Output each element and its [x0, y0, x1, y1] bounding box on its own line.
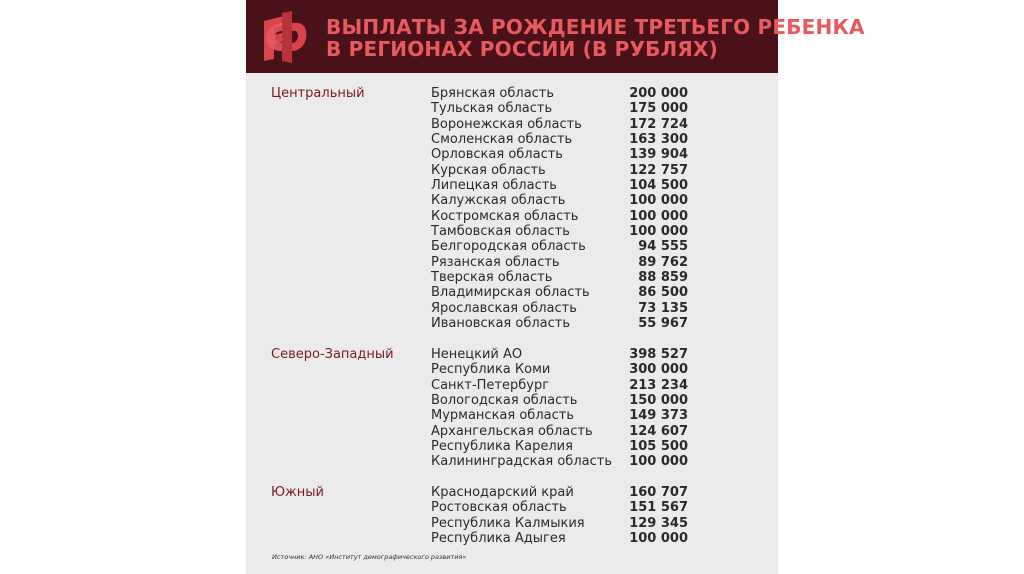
table-row	[246, 285, 778, 300]
table-row	[246, 516, 778, 531]
region-name: Калининградская область	[431, 454, 612, 470]
region-name: Тульская область	[431, 101, 553, 117]
table-row	[246, 270, 778, 285]
payment-amount: 100 000	[629, 531, 688, 547]
payment-amount: 122 757	[629, 162, 688, 178]
payment-amount: 124 607	[629, 423, 688, 439]
region-name: Краснодарский край	[431, 485, 574, 501]
district-group	[246, 347, 778, 470]
table-row	[246, 454, 778, 469]
source-note: Источник: АНО «Институт демографического развития»	[272, 553, 467, 561]
payment-amount: 100 000	[629, 208, 688, 224]
table-row	[246, 531, 778, 546]
payment-amount: 104 500	[629, 178, 688, 194]
payment-amount: 100 000	[629, 224, 688, 240]
table-row	[246, 347, 778, 362]
region-name: Вологодская область	[431, 392, 578, 408]
table-row	[246, 101, 778, 116]
district-label: Южный	[271, 485, 324, 501]
infographic-card	[246, 0, 865, 574]
payment-amount: 55 967	[638, 316, 688, 332]
table-row	[246, 408, 778, 423]
table-row	[246, 117, 778, 132]
region-name: Ивановская область	[431, 316, 571, 332]
payments-table	[246, 86, 778, 546]
region-name: Воронежская область	[431, 116, 582, 132]
region-name: Смоленская область	[431, 132, 573, 148]
brand-logo-icon	[258, 11, 310, 63]
table-row	[246, 424, 778, 439]
region-name: Республика Карелия	[431, 438, 573, 454]
district-label: Центральный	[271, 86, 365, 101]
region-name: Ростовская область	[431, 500, 567, 516]
region-name: Владимирская область	[431, 285, 590, 301]
payment-amount: 94 555	[638, 239, 688, 255]
payment-amount: 73 135	[638, 300, 688, 316]
region-name: Липецкая область	[431, 178, 557, 194]
table-row	[246, 147, 778, 162]
payment-amount: 129 345	[629, 515, 688, 531]
region-name: Архангельская область	[431, 423, 593, 439]
region-name: Санкт-Петербург	[431, 377, 550, 393]
payment-amount: 300 000	[629, 362, 688, 378]
table-row	[246, 163, 778, 178]
payment-amount: 150 000	[629, 392, 688, 408]
table-row	[246, 301, 778, 316]
table-row	[246, 255, 778, 270]
region-name: Мурманская область	[431, 408, 574, 424]
table-row	[246, 239, 778, 254]
payment-amount: 172 724	[629, 116, 688, 132]
payment-amount: 89 762	[638, 254, 688, 270]
region-name: Ненецкий АО	[431, 346, 523, 362]
payment-amount: 163 300	[629, 132, 688, 148]
table-row	[246, 362, 778, 377]
table-row	[246, 316, 778, 331]
table-row	[246, 86, 778, 101]
payment-amount: 86 500	[638, 285, 688, 301]
table-row	[246, 209, 778, 224]
payment-amount: 175 000	[629, 101, 688, 117]
region-name: Костромская область	[431, 208, 579, 224]
payment-amount: 100 000	[629, 454, 688, 470]
region-name: Тверская область	[431, 270, 553, 286]
title-line-2: В РЕГИОНАХ РОССИИ (В РУБЛЯХ)	[326, 37, 718, 61]
region-name: Республика Адыгея	[431, 531, 566, 547]
payment-amount: 139 904	[629, 147, 688, 163]
payment-amount: 160 707	[629, 485, 688, 501]
title-line-1: ВЫПЛАТЫ ЗА РОЖДЕНИЕ ТРЕТЬЕГО РЕБЕНКА	[326, 15, 865, 39]
region-name: Курская область	[431, 162, 546, 178]
table-row	[246, 500, 778, 515]
table-row	[246, 193, 778, 208]
payment-amount: 88 859	[638, 270, 688, 286]
region-name: Брянская область	[431, 86, 555, 101]
region-name: Калужская область	[431, 193, 566, 209]
table-row	[246, 485, 778, 500]
region-name: Белгородская область	[431, 239, 586, 255]
payment-amount: 100 000	[629, 193, 688, 209]
payment-amount: 149 373	[629, 408, 688, 424]
region-name: Республика Калмыкия	[431, 515, 585, 531]
payment-amount: 200 000	[629, 86, 688, 101]
district-group	[246, 485, 778, 546]
district-label: Северо-Западный	[271, 346, 394, 362]
payment-amount: 105 500	[629, 438, 688, 454]
payment-amount: 151 567	[629, 500, 688, 516]
header-banner	[246, 0, 865, 73]
table-row	[246, 393, 778, 408]
table-row	[246, 439, 778, 454]
region-name: Тамбовская область	[431, 224, 570, 240]
region-name: Рязанская область	[431, 254, 560, 270]
table-row	[246, 224, 778, 239]
region-name: Ярославская область	[431, 300, 577, 316]
region-name: Орловская область	[431, 147, 563, 163]
page-title	[326, 16, 865, 60]
region-name: Республика Коми	[431, 362, 551, 378]
district-group	[246, 86, 778, 332]
table-row	[246, 378, 778, 393]
table-row	[246, 132, 778, 147]
table-row	[246, 178, 778, 193]
payment-amount: 398 527	[629, 346, 688, 362]
payment-amount: 213 234	[629, 377, 688, 393]
